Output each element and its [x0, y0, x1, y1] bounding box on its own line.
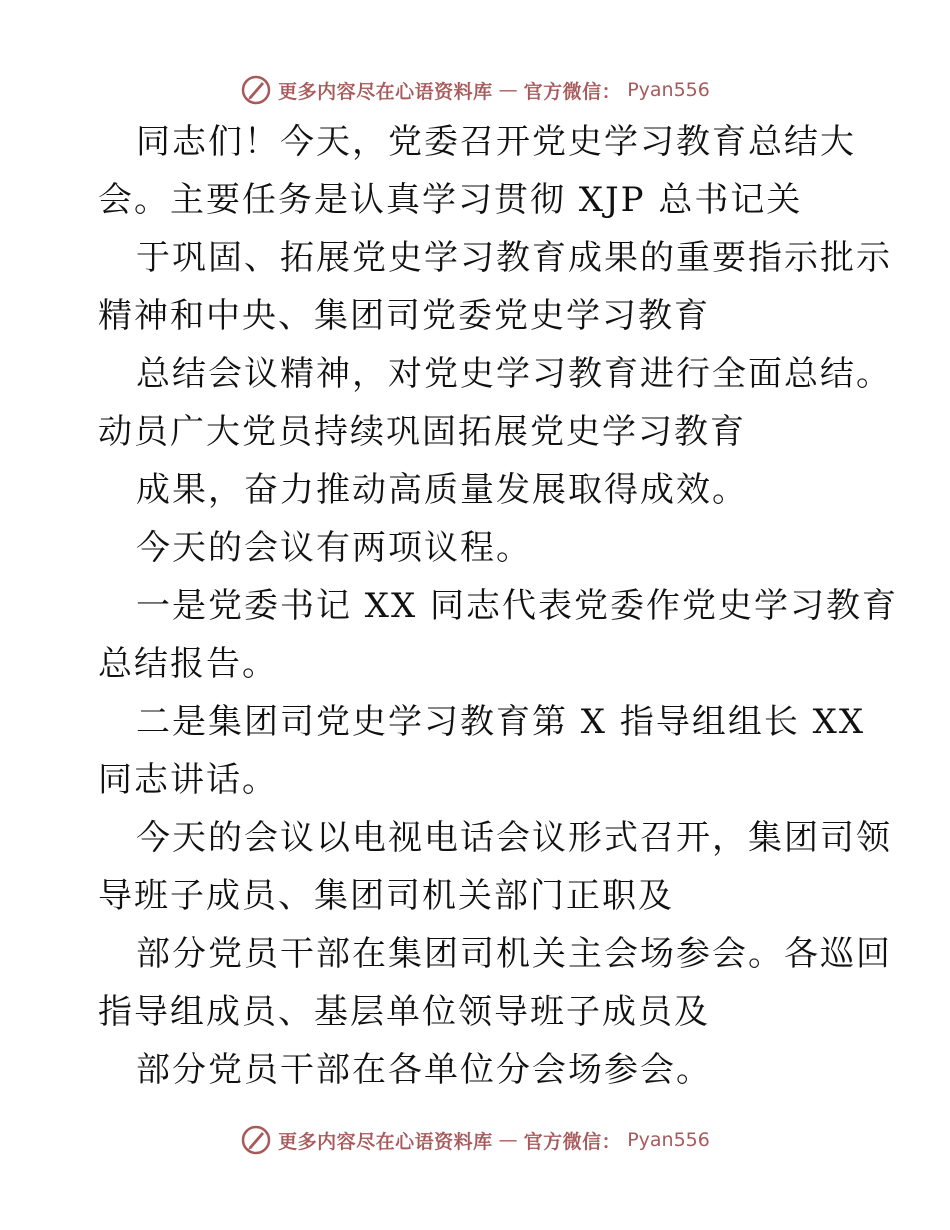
text-line: 成果，奋力推动高质量发展取得成效。 [136, 470, 748, 510]
text-line: 于巩固、拓展党史学习教育成果的重要指示批示 [136, 238, 892, 278]
text-line: 今天的会议有两项议程。 [136, 528, 532, 568]
text-line: 精神和中央、集团司党委党史学习教育 [98, 296, 710, 336]
watermark-contact-id: Pyan556 [627, 79, 710, 101]
text-line: 会。主要任务是认真学习贯彻 XJP 总书记关 [98, 180, 803, 220]
watermark-site-text: 更多内容尽在心语资料库 [278, 80, 493, 103]
text-line: 同志讲话。 [98, 760, 278, 800]
watermark-site-text: 更多内容尽在心语资料库 [278, 1130, 493, 1153]
text-line: 二是集团司党史学习教育第 X 指导组组长 XX [136, 702, 866, 742]
text-line: 动员广大党员持续巩固拓展党史学习教育 [98, 412, 746, 452]
header-watermark [0, 72, 950, 108]
text-line: 部分党员干部在各单位分会场参会。 [136, 1050, 712, 1090]
watermark-separator: — [498, 1129, 518, 1151]
text-line: 总结会议精神，对党史学习教育进行全面总结。 [136, 354, 892, 394]
text-line: 导班子成员、集团司机关部门正职及 [98, 876, 674, 916]
text-line: 今天的会议以电视电话会议形式召开，集团司领 [136, 818, 892, 858]
watermark-separator: — [498, 79, 518, 101]
text-line: 同志们！今天，党委召开党史学习教育总结大 [136, 122, 856, 162]
watermark-contact-label: 官方微信： [523, 1130, 622, 1153]
quill-logo-icon [240, 74, 272, 106]
watermark-contact-label: 官方微信： [523, 80, 622, 103]
quill-logo-icon [240, 1124, 272, 1156]
document-body [98, 118, 899, 1104]
text-line: 指导组成员、基层单位领导班子成员及 [98, 992, 710, 1032]
text-line: 一是党委书记 XX 同志代表党委作党史学习教育 [136, 586, 899, 626]
text-line: 总结报告。 [98, 644, 278, 684]
text-line: 部分党员干部在集团司机关主会场参会。各巡回 [136, 934, 892, 974]
footer-watermark [0, 1122, 950, 1158]
watermark-contact-id: Pyan556 [627, 1129, 710, 1151]
